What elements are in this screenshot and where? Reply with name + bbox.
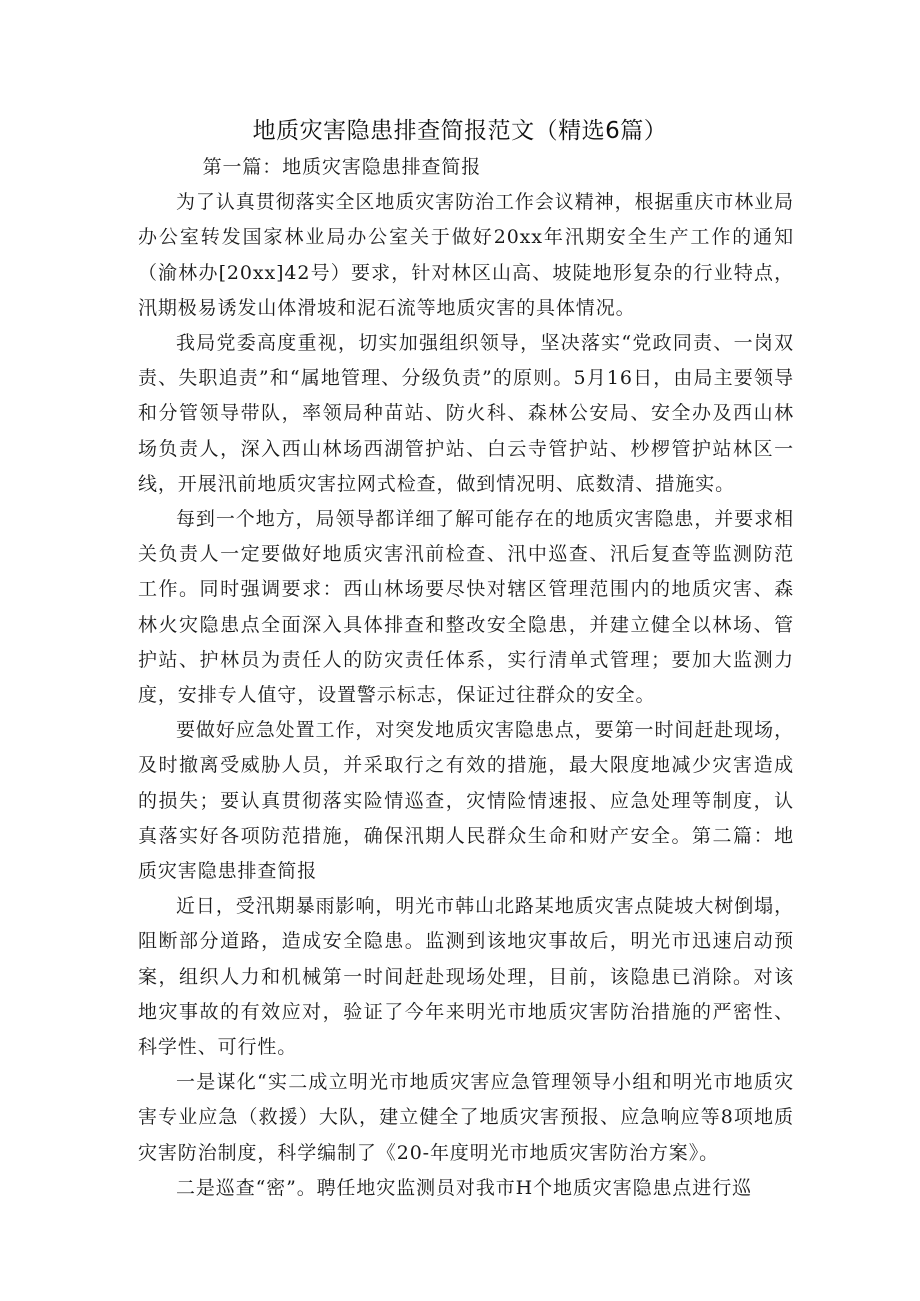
paragraph: 要做好应急处置工作，对突发地质灾害隐患点，要第一时间赶赴现场，及时撤离受威胁人员，并采取行之有效的措施，最大限度地减少灾害造成的损失；要认真贯彻落实险情巡查，灾情险情速报、应急处理等制度，认真落实好各项防范措施，确保汛期人民群众生命和财产安全。第二篇：地质灾害隐患排查简报 (138, 719, 794, 883)
document-title: 地质灾害隐患排查简报范文（精选6篇） (252, 118, 668, 144)
paragraph: 近日，受汛期暴雨影响，明光市韩山北路某地质灾害点陡坡大树倒塌，阻断部分道路，造成安全隐患。监测到该地灾事故后，明光市迅速启动预案，组织人力和机械第一时间赶赴现场处理，目前，该隐患已消除。对该地灾事故的有效应对，验证了今年来明光市地质灾害防治措施的严密性、科学性、可行性。 (138, 895, 794, 1059)
paragraph: 我局党委高度重视，切实加强组织领导，坚决落实“党政同责、一岗双责、失职追责”和“属地管理、分级负责”的原则。5月16日，由局主要领导和分管领导带队，率领局种苗站、防火科、森林公安局、安全办及西山林场负责人，深入西山林场西湖管护站、白云寺管护站、杪椤管护站林区一线，开展汛前地质灾害拉网式检查，做到情况明、底数清、措施实。 (138, 332, 794, 495)
paragraph: 为了认真贯彻落实全区地质灾害防治工作会议精神，根据重庆市林业局办公室转发国家林业局办公室关于做好20xx年汛期安全生产工作的通知（渝林办[20xx]42号）要求，针对林区山高、坡陡地形复杂的行业特点，汛期极易诱发山体滑坡和泥石流等地质灾害的具体情况。 (138, 191, 794, 319)
paragraph: 一是谋化“实二成立明光市地质灾害应急管理领导小组和明光市地质灾害专业应急（救援）大队，建立健全了地质灾害预报、应急响应等8项地质灾害防治制度，科学编制了《20-年度明光市地质灾害防治方案》。 (138, 1071, 794, 1164)
document-body (138, 150, 794, 1206)
paragraph: 每到一个地方，局领导都详细了解可能存在的地质灾害隐患，并要求相关负责人一定要做好地质灾害汛前检查、汛中巡查、汛后复查等监测防范工作。同时强调要求：西山林场要尽快对辖区管理范围内的地质灾害、森林火灾隐患点全面深入具体排查和整改安全隐患，并建立健全以林场、管护站、护林员为责任人的防灾责任体系，实行清单式管理；要加大监测力度，安排专人值守，设置警示标志，保证过往群众的安全。 (138, 508, 794, 707)
paragraph: 二是巡查“密”。聘任地灾监测员对我市H个地质灾害隐患点进行巡 (176, 1176, 752, 1199)
section-heading-1: 第一篇：地质灾害隐患排查简报 (202, 156, 482, 178)
